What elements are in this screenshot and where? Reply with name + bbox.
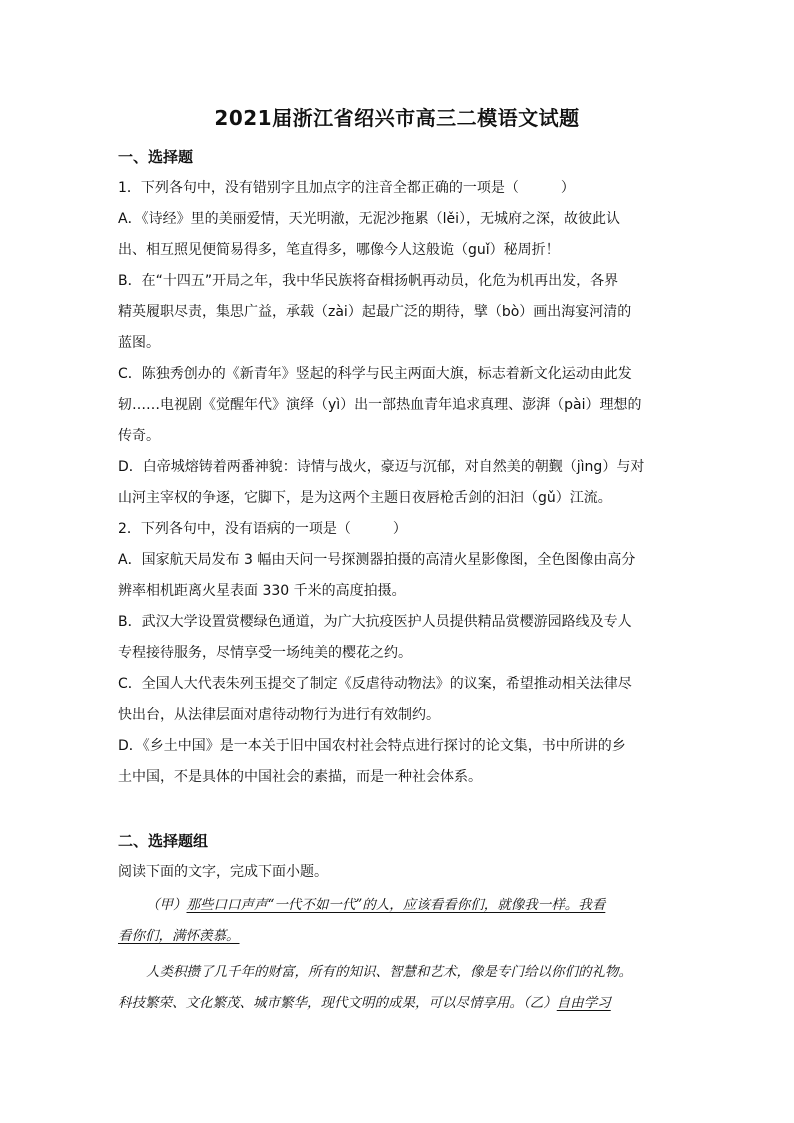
- question-2-option-c-line2: 快出台，从法律层面对虐待动物行为进行有效制约。: [118, 707, 440, 723]
- question-2-option-d-line1: D．《乡土中国》是一本关于旧中国农村社会特点进行探讨的论文集，书中所讲的乡: [118, 738, 626, 754]
- passage-label-jia: （甲）: [146, 897, 187, 913]
- passage-underlined-sentence: 那些口口声声“一代不如一代”的人，应该看看你们，就像我一样。我看: [186, 897, 606, 913]
- question-1-option-c-line3: 传奇。: [118, 428, 160, 444]
- question-1-option-a-line1: A．《诗经》里的美丽爱情，天光明澈，无泥沙拖累（lěi），无城府之深，故彼此认: [118, 211, 620, 227]
- question-1-option-d-line2: 山河主宰权的争逐，它脚下，是为这两个主题日夜唇枪舌剑的汩汩（gǔ）江流。: [118, 490, 612, 506]
- passage-underlined-sentence-end: 看你们，满怀羡慕。: [118, 928, 240, 944]
- question-2-option-a-line1: A．国家航天局发布 3 幅由天问一号探测器拍摄的高清火星影像图，全色图像由高分: [118, 552, 636, 568]
- section-heading-group: 二、选择题组: [118, 832, 209, 850]
- question-1-option-b-line1: B．在“十四五”开局之年，我中华民族将奋楫扬帆再动员，化危为机再出发，各界: [118, 273, 619, 289]
- question-1-option-a-line2: 出、相互照见便简易得多，笔直得多，哪像今人这般诡（guǐ）秘周折！: [118, 242, 560, 258]
- question-2-stem: 2．下列各句中，没有语病的一项是（ ）: [118, 521, 407, 537]
- passage-text: 科技繁荣、文化繁茂、城市繁华，现代文明的成果，可以尽情享用。（乙）: [118, 995, 557, 1011]
- passage-paragraph-2-line1: 人类积攒了几千年的财富，所有的知识、智慧和艺术，像是专门给以你们的礼物。: [146, 964, 632, 980]
- question-1-option-d-line1: D．白帝城熔铸着两番神貌：诗情与战火，豪迈与沉郁，对自然美的朝觐（jìng）与对: [118, 459, 645, 475]
- reading-instruction: 阅读下面的文字，完成下面小题。: [118, 864, 328, 880]
- passage-paragraph-1-line1: [146, 893, 678, 913]
- page-title: 2021届浙江省绍兴市高三二模语文试题: [214, 106, 580, 130]
- question-1-stem: 1．下列各句中，没有错别字且加点字的注音全都正确的一项是（ ）: [118, 180, 575, 196]
- question-1-option-b-line2: 精英履职尽责，集思广益，承载（zài）起最广泛的期待，擘（bò）画出海宴河清的: [118, 304, 632, 320]
- passage-paragraph-2-line2: [118, 991, 678, 1011]
- question-1-option-b-line3: 蓝图。: [118, 335, 160, 351]
- section-heading-choice: 一、选择题: [118, 148, 194, 166]
- question-2-option-c-line1: C．全国人大代表朱列玉提交了制定《反虐待动物法》的议案，希望推动相关法律尽: [118, 676, 632, 692]
- question-1-option-c-line2: 轫……电视剧《觉醒年代》演绎（yì）出一部热血青年追求真理、澎湃（pài）理想的: [118, 397, 642, 413]
- question-1-option-c-line1: C．陈独秀创办的《新青年》竖起的科学与民主两面大旗，标志着新文化运动由此发: [118, 366, 632, 382]
- question-2-option-b-line2: 专程接待服务，尽情享受一场纯美的樱花之约。: [118, 645, 412, 661]
- question-2-option-d-line2: 土中国，不是具体的中国社会的素描，而是一种社会体系。: [118, 769, 482, 785]
- passage-underlined-phrase-yi: 自由学习: [556, 995, 611, 1011]
- question-2-option-a-line2: 辨率相机距离火星表面 330 千米的高度拍摄。: [118, 583, 406, 599]
- question-2-option-b-line1: B．武汉大学设置赏樱绿色通道，为广大抗疫医护人员提供精品赏樱游园路线及专人: [118, 614, 632, 630]
- passage-paragraph-1-line2: [118, 924, 678, 944]
